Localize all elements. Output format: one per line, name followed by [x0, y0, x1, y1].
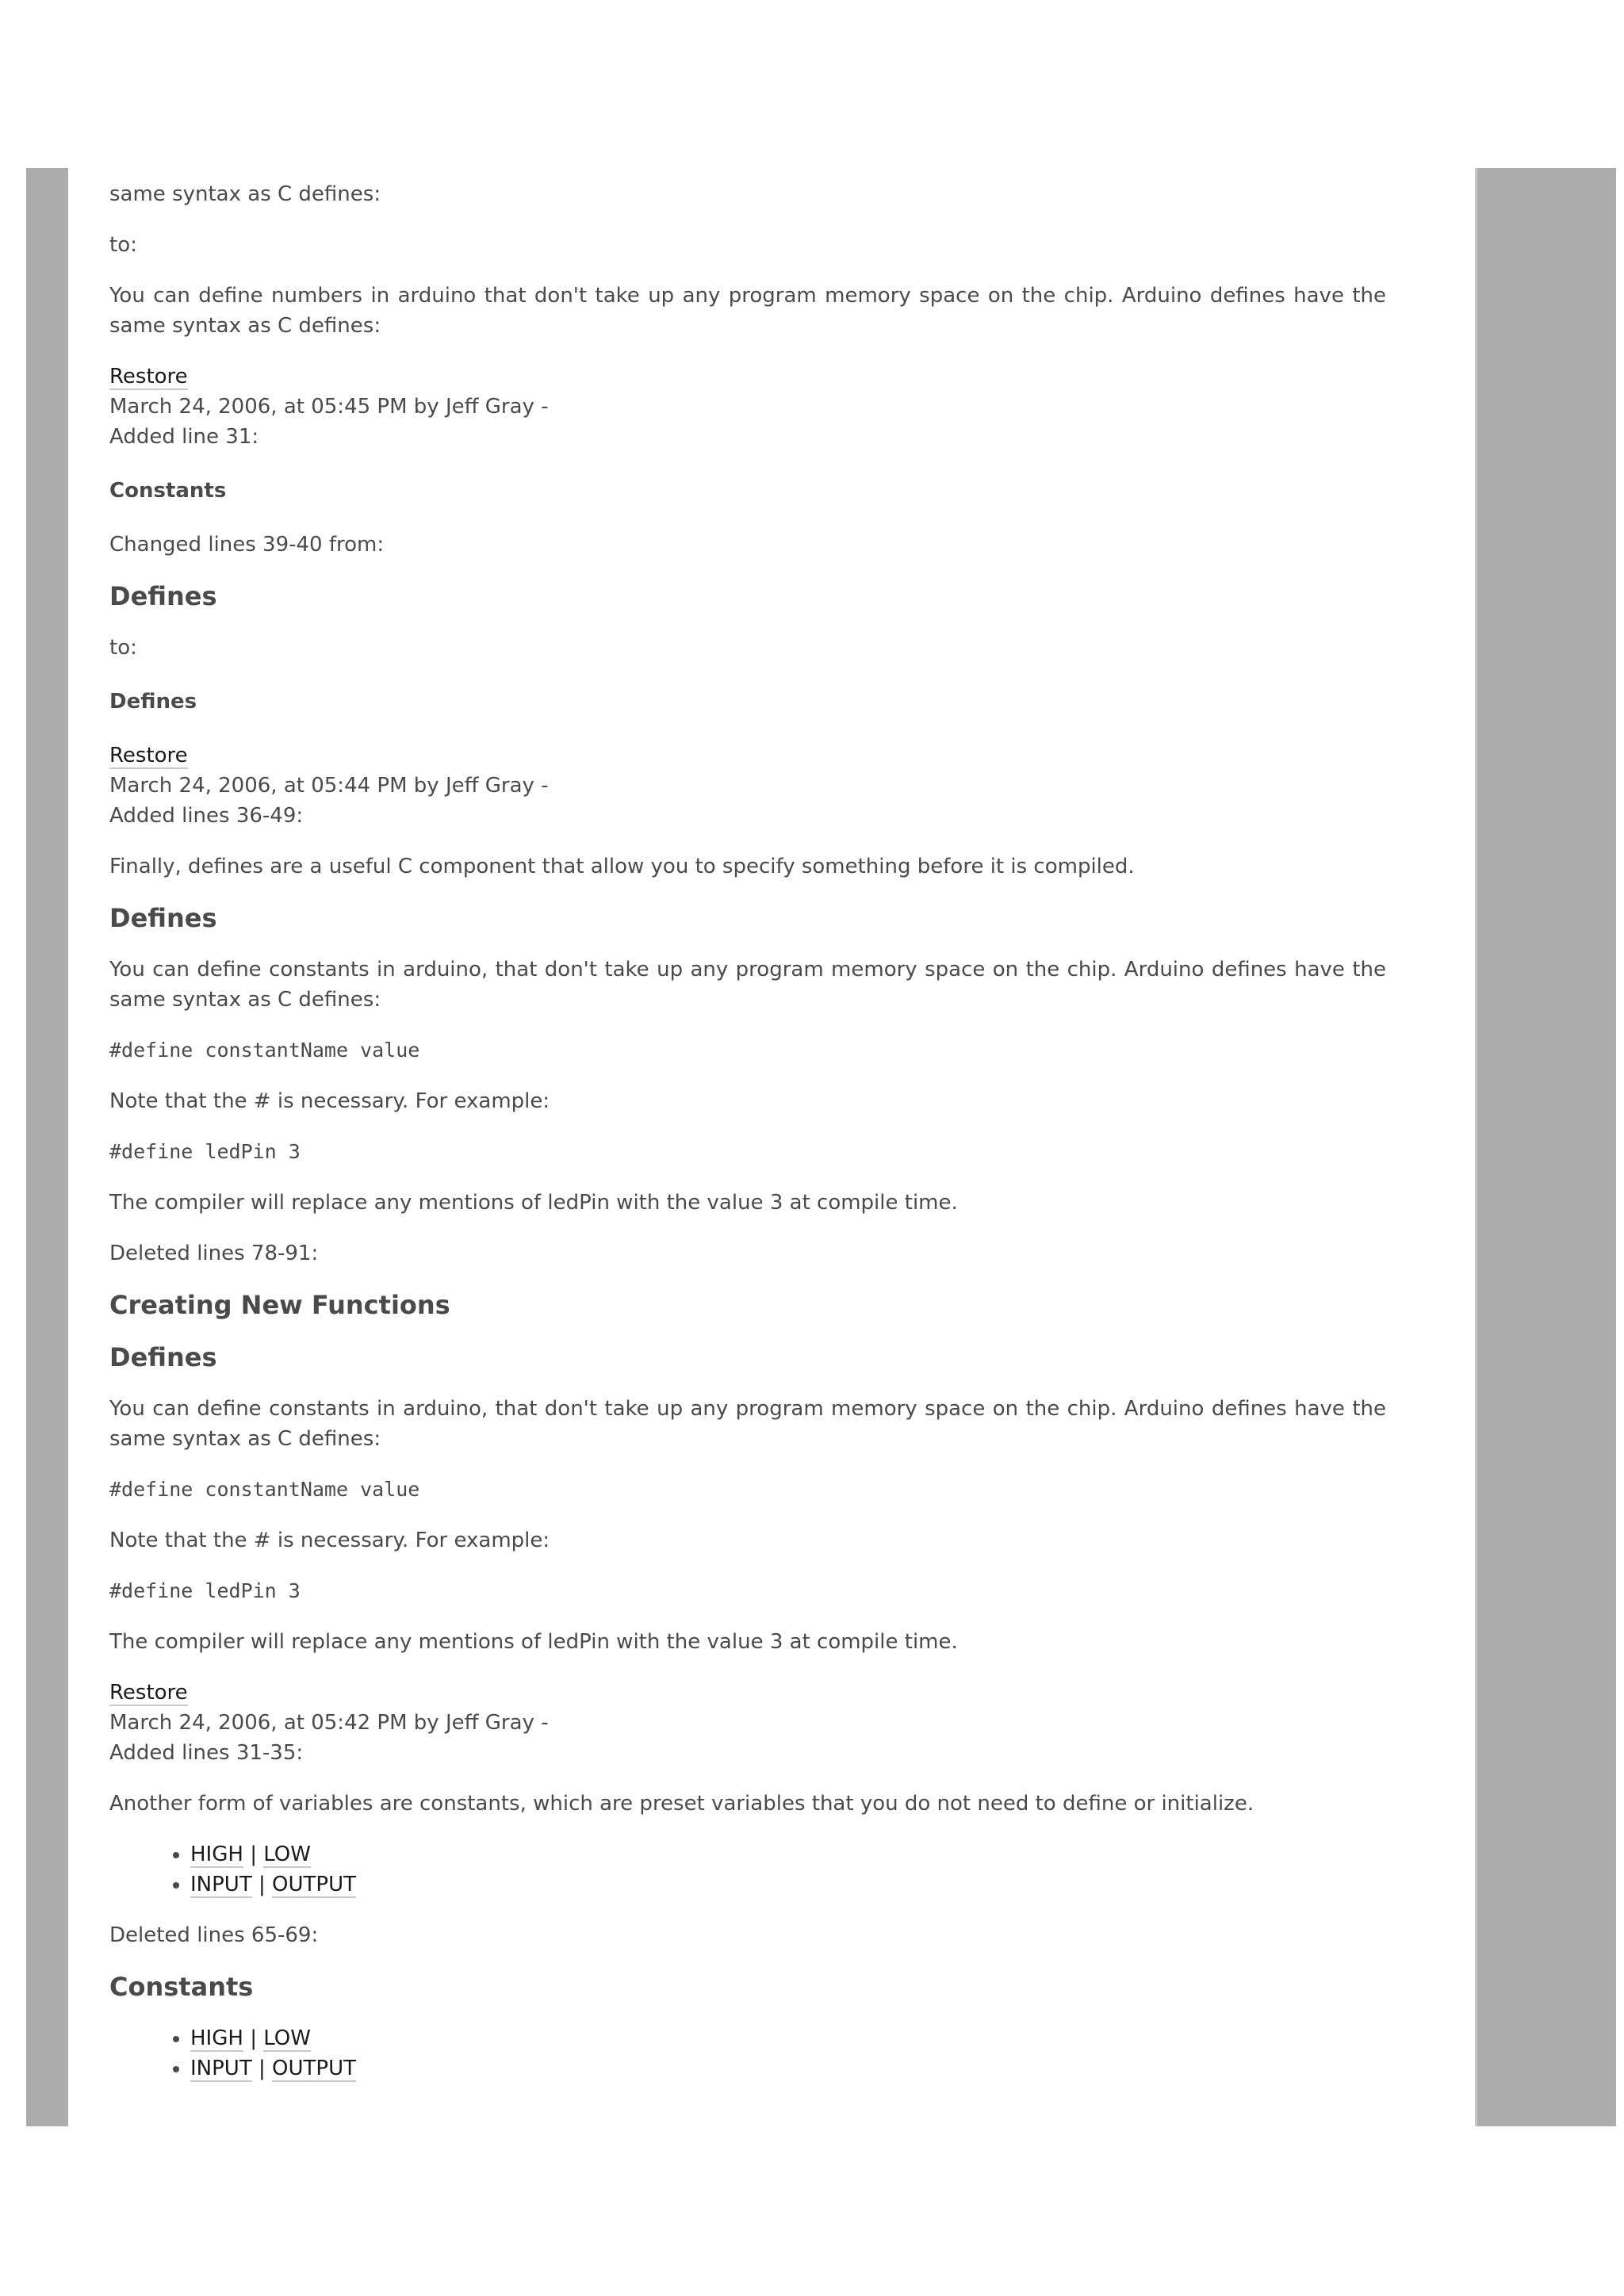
- diff-label: Changed lines 39-40 from:: [109, 533, 385, 557]
- revision-meta: March 24, 2006, at 05:45 PM by Jeff Gray -: [109, 395, 549, 419]
- list-item: [190, 2023, 1386, 2053]
- right-sidebar-bar: [1475, 168, 1616, 2126]
- restore-link[interactable]: Restore: [109, 1681, 188, 1705]
- paragraph: The compiler will replace any mentions of ledPin with the value 3 at compile time.: [109, 1191, 958, 1215]
- constants-list: [109, 2023, 1386, 2084]
- separator: |: [258, 1873, 266, 1896]
- separator: |: [250, 1843, 257, 1866]
- list-item: [190, 2053, 1386, 2084]
- text-line: to:: [109, 233, 137, 257]
- output-link[interactable]: OUTPUT: [272, 2057, 356, 2080]
- heading-defines: Defines: [109, 581, 217, 611]
- revision-entry: [109, 362, 1386, 740]
- input-link[interactable]: INPUT: [190, 2057, 252, 2080]
- heading-constants: Constants: [109, 479, 227, 503]
- heading-creating-new-functions: Creating New Functions: [109, 1290, 450, 1320]
- code-line: #define constantName value: [109, 1039, 420, 1062]
- separator: |: [258, 2057, 266, 2080]
- list-item: [190, 1869, 1386, 1900]
- heading-defines-small: Defines: [109, 690, 197, 714]
- heading-constants: Constants: [109, 1972, 254, 2002]
- low-link[interactable]: LOW: [263, 1843, 311, 1866]
- low-link[interactable]: LOW: [263, 2026, 311, 2050]
- high-link[interactable]: HIGH: [190, 1843, 243, 1866]
- diff-label: Added line 31:: [109, 425, 259, 449]
- paragraph: You can define numbers in arduino that don't take up any program memory space on the chip. Arduino defines have the same syntax as C defines:: [109, 284, 1386, 338]
- revision-entry: [109, 740, 1386, 1678]
- diff-label: Added lines 31-35:: [109, 1741, 304, 1765]
- revision-entry: [109, 1678, 1386, 2084]
- code-line: #define ledPin 3: [109, 1140, 301, 1163]
- paragraph: Another form of variables are constants, which are preset variables that you do not need to define or initialize.: [109, 1792, 1254, 1816]
- text-line: to:: [109, 636, 137, 660]
- paragraph: The compiler will replace any mentions of ledPin with the value 3 at compile time.: [109, 1630, 958, 1654]
- left-sidebar-bar: [26, 168, 68, 2126]
- paragraph: Finally, defines are a useful C component that allow you to specify something before it is compiled.: [109, 855, 1135, 878]
- constants-list: [109, 1839, 1386, 1900]
- text-line: Note that the # is necessary. For example:: [109, 1089, 550, 1113]
- diff-label: Deleted lines 65-69:: [109, 1923, 319, 1947]
- revision-meta: March 24, 2006, at 05:44 PM by Jeff Gray -: [109, 774, 549, 798]
- page-history-content: [109, 168, 1386, 2084]
- code-line: #define ledPin 3: [109, 1579, 301, 1602]
- high-link[interactable]: HIGH: [190, 2026, 243, 2050]
- heading-defines: Defines: [109, 1342, 217, 1372]
- code-line: #define constantName value: [109, 1478, 420, 1501]
- paragraph: You can define constants in arduino, that don't take up any program memory space on the chip. Arduino defines have the same syntax as C defines:: [109, 958, 1386, 1012]
- diff-label: Deleted lines 78-91:: [109, 1242, 319, 1265]
- revision-meta: March 24, 2006, at 05:42 PM by Jeff Gray -: [109, 1711, 549, 1735]
- restore-link[interactable]: Restore: [109, 365, 188, 388]
- text-line: Note that the # is necessary. For example:: [109, 1529, 550, 1552]
- list-item: [190, 1839, 1386, 1869]
- paragraph: You can define constants in arduino, that don't take up any program memory space on the chip. Arduino defines have the same syntax as C defines:: [109, 1397, 1386, 1451]
- output-link[interactable]: OUTPUT: [272, 1873, 356, 1896]
- text-line: same syntax as C defines:: [109, 182, 381, 206]
- heading-defines: Defines: [109, 903, 217, 933]
- separator: |: [250, 2026, 257, 2050]
- restore-link[interactable]: Restore: [109, 744, 188, 767]
- diff-label: Added lines 36-49:: [109, 804, 304, 828]
- input-link[interactable]: INPUT: [190, 1873, 252, 1896]
